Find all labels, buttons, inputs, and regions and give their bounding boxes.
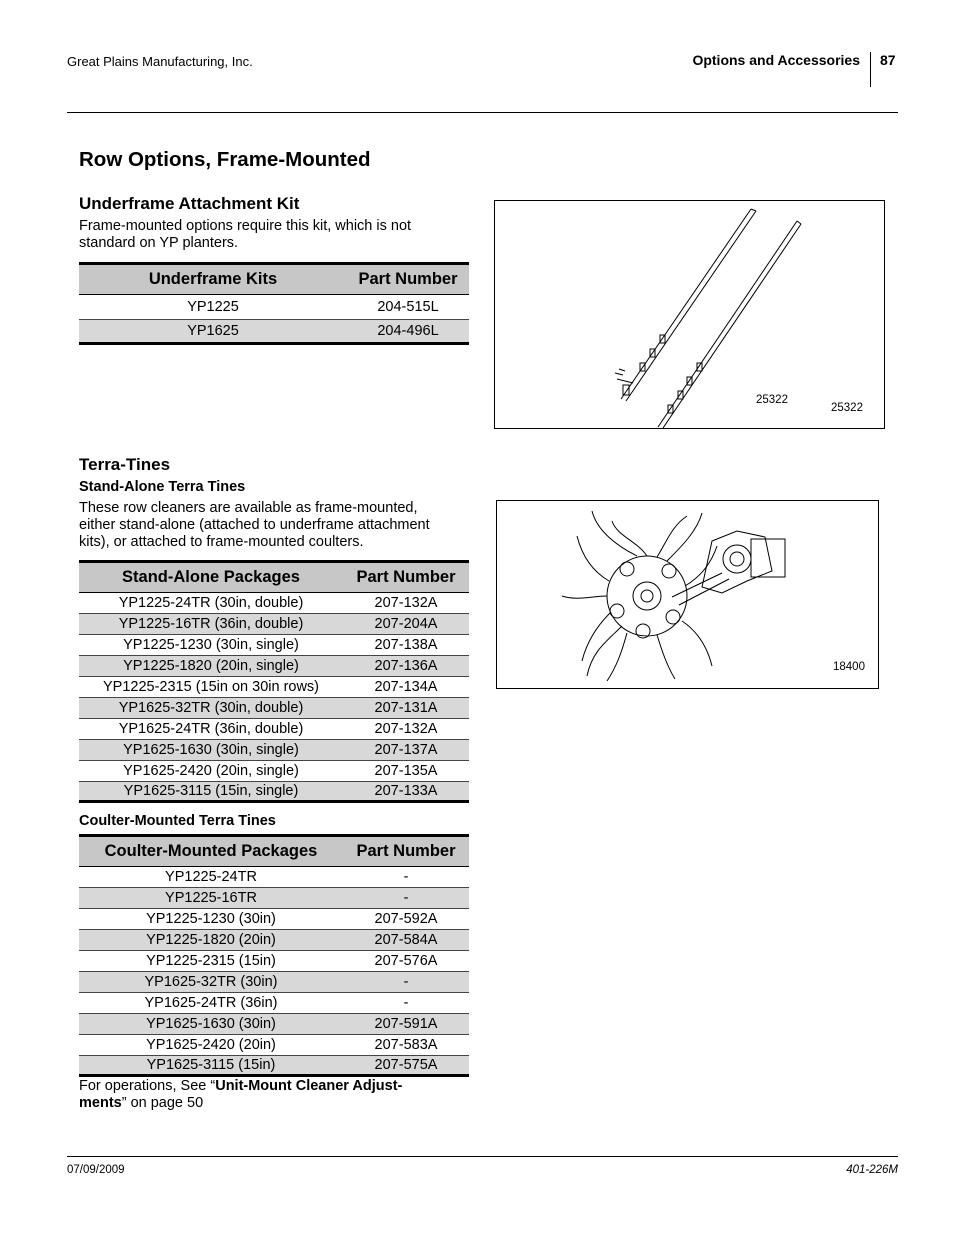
part-number-cell: 207-576A — [343, 951, 469, 972]
table-row — [79, 593, 469, 614]
part-number-cell: - — [343, 888, 469, 909]
table-row — [79, 635, 469, 656]
package-cell: YP1225-1230 (30in) — [79, 909, 343, 930]
underframe-kits-table — [79, 262, 469, 345]
part-number-cell: 207-575A — [343, 1056, 469, 1076]
standalone-heading: Stand-Alone Terra Tines — [79, 479, 246, 495]
table-row — [79, 782, 469, 802]
footer-date: 07/09/2009 — [67, 1164, 125, 1176]
part-number-cell: 207-204A — [343, 614, 469, 635]
table-row — [79, 867, 469, 888]
terra-tines-heading: Terra-Tines — [79, 455, 171, 474]
reference-link[interactable]: Unit-Mount Cleaner Adjust- — [215, 1078, 403, 1094]
figure-number: 18400 — [833, 661, 865, 673]
package-cell: YP1225-1820 (20in, single) — [79, 656, 343, 677]
column-header: Coulter-Mounted Packages — [79, 836, 343, 867]
part-number-cell: 207-132A — [343, 593, 469, 614]
kit-cell: YP1625 — [79, 320, 347, 344]
package-cell: YP1225-16TR — [79, 888, 343, 909]
column-header: Part Number — [343, 562, 469, 593]
package-cell: YP1225-2315 (15in) — [79, 951, 343, 972]
kit-cell: YP1225 — [79, 295, 347, 320]
part-number-cell: 207-583A — [343, 1035, 469, 1056]
part-number-cell: 207-132A — [343, 719, 469, 740]
table-row — [79, 1056, 469, 1076]
underframe-kit-figure — [494, 200, 885, 429]
part-number-cell: - — [343, 972, 469, 993]
part-number-cell: 207-134A — [343, 677, 469, 698]
part-number-cell: 204-496L — [347, 320, 469, 344]
table-row — [79, 930, 469, 951]
terra-tines-illustration — [497, 501, 878, 688]
figure-number: 25322 — [756, 394, 788, 406]
column-header: Part Number — [347, 264, 469, 295]
table-row — [79, 656, 469, 677]
table-row — [79, 295, 469, 320]
part-number-cell: 207-137A — [343, 740, 469, 761]
package-cell: YP1625-24TR (36in, double) — [79, 719, 343, 740]
part-number-cell: 207-591A — [343, 1014, 469, 1035]
table-row — [79, 1035, 469, 1056]
underframe-heading: Underframe Attachment Kit — [79, 194, 300, 213]
underframe-text-line: standard on YP planters. — [79, 235, 239, 251]
part-number-cell: - — [343, 867, 469, 888]
figure-number: 25322 — [831, 402, 863, 414]
coulter-packages-table — [79, 834, 469, 1077]
coulter-heading: Coulter-Mounted Terra Tines — [79, 813, 276, 829]
underframe-text-line: Frame-mounted options require this kit, which is not — [79, 218, 412, 234]
terra-text-line: kits), or attached to frame-mounted coulters. — [79, 534, 364, 550]
page-number: 87 — [880, 52, 896, 68]
reference-text: ” on page 50 — [121, 1095, 204, 1111]
column-header: Underframe Kits — [79, 264, 347, 295]
package-cell: YP1625-32TR (30in) — [79, 972, 343, 993]
terra-tines-text — [79, 500, 430, 551]
terra-text-line: These row cleaners are available as frame-mounted, — [79, 500, 418, 516]
package-cell: YP1225-24TR (30in, double) — [79, 593, 343, 614]
package-cell: YP1625-24TR (36in) — [79, 993, 343, 1014]
standalone-packages-table — [79, 560, 469, 803]
package-cell: YP1225-1230 (30in, single) — [79, 635, 343, 656]
column-header: Part Number — [343, 836, 469, 867]
table-row — [79, 972, 469, 993]
terra-tines-figure — [496, 500, 879, 689]
package-cell: YP1225-2315 (15in on 30in rows) — [79, 677, 343, 698]
package-cell: YP1625-3115 (15in) — [79, 1056, 343, 1076]
table-row — [79, 909, 469, 930]
package-cell: YP1625-1630 (30in, single) — [79, 740, 343, 761]
table-row — [79, 1014, 469, 1035]
package-cell: YP1625-2420 (20in, single) — [79, 761, 343, 782]
footer-rule — [67, 1156, 898, 1157]
footer-doc-number: 401-226M — [846, 1164, 898, 1176]
company-name: Great Plains Manufacturing, Inc. — [67, 54, 253, 69]
table-header-row — [79, 264, 469, 295]
section-title: Options and Accessories — [692, 52, 860, 68]
table-header-row — [79, 562, 469, 593]
package-cell: YP1625-1630 (30in) — [79, 1014, 343, 1035]
part-number-cell: 207-133A — [343, 782, 469, 802]
underframe-bars-illustration — [495, 201, 884, 428]
part-number-cell: 207-131A — [343, 698, 469, 719]
table-row — [79, 951, 469, 972]
reference-text: For operations, See “ — [79, 1078, 216, 1094]
package-cell: YP1225-24TR — [79, 867, 343, 888]
operations-reference — [79, 1078, 469, 1112]
table-row — [79, 993, 469, 1014]
part-number-cell: 207-584A — [343, 930, 469, 951]
package-cell: YP1625-32TR (30in, double) — [79, 698, 343, 719]
package-cell: YP1625-3115 (15in, single) — [79, 782, 343, 802]
table-row — [79, 740, 469, 761]
part-number-cell: 207-138A — [343, 635, 469, 656]
table-row — [79, 888, 469, 909]
table-row — [79, 719, 469, 740]
table-row — [79, 698, 469, 719]
part-number-cell: 207-136A — [343, 656, 469, 677]
table-row — [79, 677, 469, 698]
page-title: Row Options, Frame-Mounted — [79, 148, 371, 171]
part-number-cell: 204-515L — [347, 295, 469, 320]
underframe-text — [79, 218, 411, 252]
terra-text-line: either stand-alone (attached to underframe attachment — [79, 517, 430, 533]
header-separator — [870, 52, 871, 87]
package-cell: YP1225-16TR (36in, double) — [79, 614, 343, 635]
table-header-row — [79, 836, 469, 867]
part-number-cell: - — [343, 993, 469, 1014]
package-cell: YP1625-2420 (20in) — [79, 1035, 343, 1056]
table-row — [79, 614, 469, 635]
part-number-cell: 207-135A — [343, 761, 469, 782]
package-cell: YP1225-1820 (20in) — [79, 930, 343, 951]
reference-link[interactable]: ments — [79, 1095, 122, 1111]
table-row — [79, 320, 469, 344]
column-header: Stand-Alone Packages — [79, 562, 343, 593]
part-number-cell: 207-592A — [343, 909, 469, 930]
table-row — [79, 761, 469, 782]
header-rule — [67, 112, 898, 113]
